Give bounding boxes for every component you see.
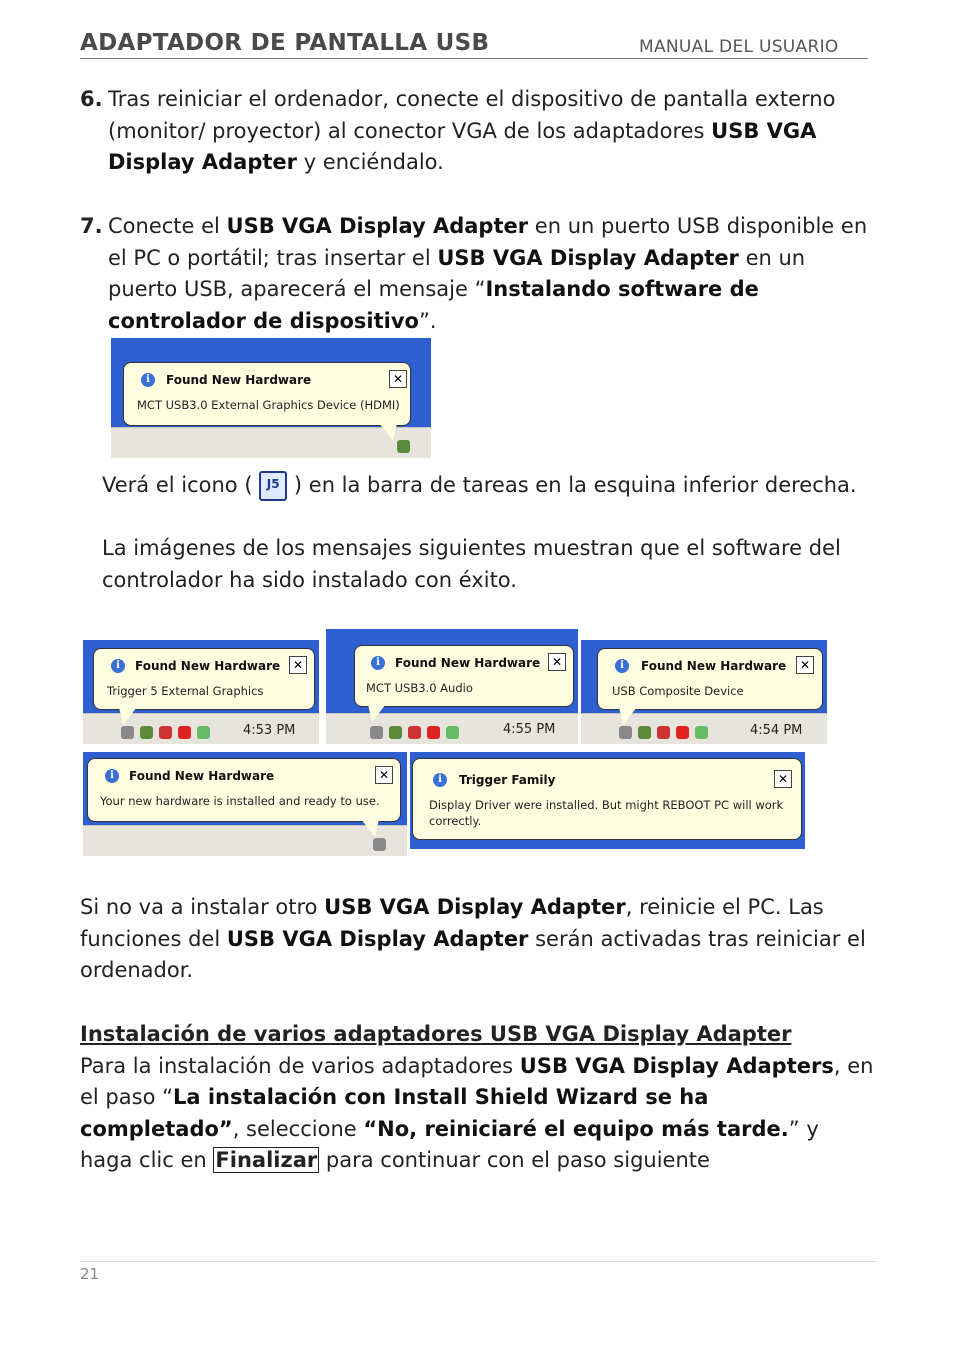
multi-adapter-section <box>80 1019 875 1177</box>
shield-icon <box>178 726 191 739</box>
restart-bold-2: USB VGA Display Adapter <box>226 926 529 951</box>
step-6 <box>80 84 870 179</box>
tray-clock: 4:53 PM <box>243 723 296 738</box>
step-6-number: 6. <box>80 87 103 111</box>
step-7 <box>80 211 870 337</box>
screenshot-found-new-hardware <box>111 338 431 458</box>
info-icon: i <box>111 659 125 673</box>
step-7-bold-2: USB VGA Display Adapter <box>437 245 739 270</box>
network-icon <box>389 726 402 739</box>
balloon-text: Trigger 5 External Graphics <box>107 684 264 698</box>
section-text-5: para continuar con el paso siguiente <box>319 1148 710 1172</box>
icon-sentence <box>102 470 862 502</box>
step-7-bold-3: Instalando software de controlador de dispositivo <box>108 277 759 333</box>
info-icon: i <box>105 769 119 783</box>
restart-text-1: Si no va a instalar otro <box>80 895 325 919</box>
device-icon <box>370 726 383 739</box>
close-icon[interactable]: ✕ <box>796 656 814 674</box>
step-6-text-end: y enciéndalo. <box>297 150 444 174</box>
volume-icon <box>408 726 421 739</box>
finalizar-button-label: Finalizar <box>215 1148 318 1172</box>
device-icon <box>121 726 134 739</box>
balloon-text: USB Composite Device <box>612 684 744 698</box>
close-icon[interactable]: ✕ <box>375 766 393 784</box>
page-number: 21 <box>80 1265 100 1283</box>
close-icon[interactable]: ✕ <box>548 653 566 671</box>
screenshot-balloon-1 <box>83 640 319 744</box>
close-icon[interactable]: ✕ <box>289 656 307 674</box>
device-icon <box>619 726 632 739</box>
section-text-3: , seleccione <box>232 1116 364 1141</box>
taskbar <box>83 825 407 856</box>
balloon-title: Found New Hardware <box>395 656 541 670</box>
balloon-text: MCT USB3.0 Audio <box>366 681 473 695</box>
network-icon <box>638 726 651 739</box>
tray-icons <box>370 722 465 738</box>
balloon-title: Found New Hardware <box>166 373 312 387</box>
notification-balloon <box>597 648 823 710</box>
screenshot-balloon-3 <box>581 640 827 744</box>
balloon-title: Found New Hardware <box>135 659 281 673</box>
section-text-4: ” y haga clic en <box>80 1116 819 1172</box>
network-icon <box>140 726 153 739</box>
restart-bold-1: USB VGA Display Adapter <box>324 895 626 919</box>
balloon-text: Display Driver were installed. But might REBOOT PC will work <box>429 798 784 812</box>
icon-sentence-text-2: ) en la barra de tareas en la esquina inferior derecha. <box>293 473 857 497</box>
section-heading: Instalación de varios adaptadores USB VGA Display Adapter <box>80 1022 792 1046</box>
balloon-text: MCT USB3.0 External Graphics Device (HDMI) <box>137 398 400 412</box>
screenshot-balloon-2 <box>326 629 578 744</box>
tray-icons <box>397 436 431 452</box>
balloon-title: Found New Hardware <box>129 769 275 783</box>
notification-balloon <box>87 758 401 822</box>
j5-tray-icon: J5 <box>259 471 287 501</box>
info-icon: i <box>433 773 447 787</box>
shield-icon <box>676 726 689 739</box>
device-icon <box>373 838 386 851</box>
step-7-number: 7. <box>80 214 103 238</box>
close-icon[interactable]: ✕ <box>774 770 792 788</box>
section-bold-3: “No, reiniciaré el equipo más tarde. <box>363 1116 789 1141</box>
info-icon: i <box>615 659 629 673</box>
balloon-tail <box>379 423 397 441</box>
network-icon <box>397 440 410 453</box>
screenshot-balloon-5 <box>410 752 805 849</box>
info-icon: i <box>141 373 155 387</box>
notification-balloon <box>354 645 574 707</box>
icon-sentence-text-1: Verá el icono ( <box>102 473 253 497</box>
shield-icon <box>427 726 440 739</box>
info-icon: i <box>371 656 385 670</box>
restart-paragraph <box>80 892 870 987</box>
restart-text-3: serán activadas tras reiniciar el ordenador. <box>80 926 866 982</box>
step-7-text-3: en un puerto USB, aparecerá el mensaje “ <box>108 245 806 301</box>
tray-icons <box>121 722 216 738</box>
section-text-2: , en el paso “ <box>80 1053 874 1109</box>
nvidia-icon <box>197 726 210 739</box>
section-bold-2: La instalación con Install Shield Wizard se ha completado” <box>80 1085 709 1141</box>
balloon-text: Your new hardware is installed and ready to use. <box>100 794 380 808</box>
success-sentence-text: La imágenes de los mensajes siguientes muestran que el software del controlador ha sido instalado con éxito. <box>102 536 841 592</box>
step-6-text: Tras reiniciar el ordenador, conecte el dispositivo de pantalla externo (monitor/ proyector) al conector VGA de los adaptadores <box>108 87 836 143</box>
volume-icon <box>657 726 670 739</box>
header-divider <box>80 58 868 59</box>
document-title: ADAPTADOR DE PANTALLA USB <box>80 30 490 56</box>
step-7-text-1: Conecte el <box>108 214 227 238</box>
tray-icons <box>373 834 392 850</box>
balloon-title: Found New Hardware <box>641 659 787 673</box>
document-subtitle: MANUAL DEL USUARIO <box>639 37 839 57</box>
section-bold-1: USB VGA Display Adapters <box>519 1053 834 1078</box>
notification-balloon <box>123 362 411 426</box>
balloon-tail <box>368 704 386 722</box>
balloon-text-line-2: correctly. <box>429 814 482 828</box>
screenshot-balloon-4 <box>83 752 407 856</box>
balloon-title: Trigger Family <box>459 773 556 787</box>
tray-clock: 4:54 PM <box>750 723 803 738</box>
volume-icon <box>159 726 172 739</box>
section-text-1: Para la instalación de varios adaptadores <box>80 1053 520 1078</box>
close-icon[interactable]: ✕ <box>389 370 407 388</box>
restart-text-2: , reinicie el PC. Las funciones del <box>80 895 824 951</box>
step-7-text-2: en un puerto USB disponible en el PC o portátil; tras insertar el <box>108 214 868 270</box>
step-7-bold-1: USB VGA Display Adapter <box>226 214 529 238</box>
success-sentence <box>102 533 872 596</box>
tray-icons <box>619 722 714 738</box>
step-6-bold: USB VGA Display Adapter <box>108 118 817 174</box>
tray-clock: 4:55 PM <box>503 722 556 737</box>
nvidia-icon <box>695 726 708 739</box>
footer-divider <box>80 1261 876 1262</box>
notification-balloon <box>93 648 315 710</box>
notification-balloon <box>412 758 802 840</box>
step-7-text-4: ”. <box>418 308 437 333</box>
nvidia-icon <box>446 726 459 739</box>
